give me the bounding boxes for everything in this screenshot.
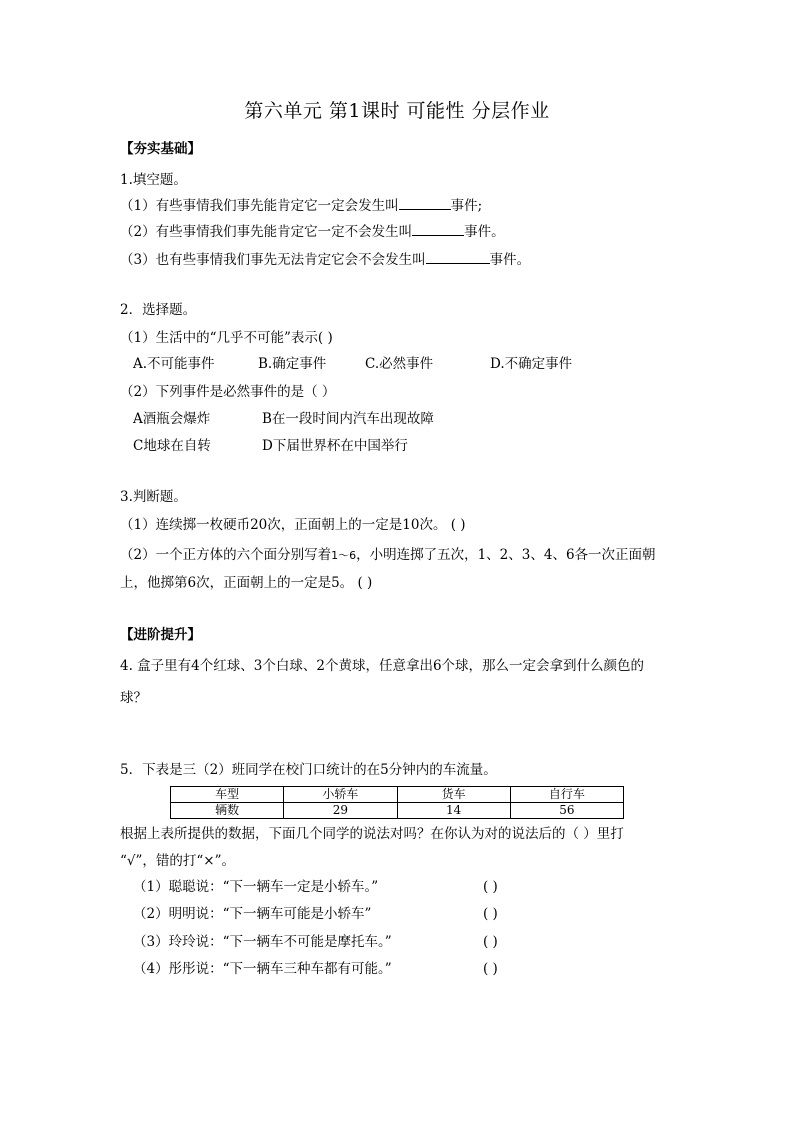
section-basic-heading: 【夯实基础】 (120, 141, 201, 157)
q5-item-4: （4）彤彤说：“下一辆车三种车都有可能。” (133, 961, 392, 977)
q1-item-1-text: （1）有些事情我们事先能肯定它一定会发生叫 (120, 198, 399, 214)
q1-item-3-text: （3）也有些事情我们事先无法肯定它会不会发生叫 (120, 252, 426, 268)
q1-item-2-text: （2）有些事情我们事先能肯定它一定不会发生叫 (120, 224, 413, 240)
q5-item-2: （2）明明说：“下一辆车可能是小轿车” (133, 906, 372, 922)
traffic-table (170, 786, 624, 819)
q5-answer-paren-2[interactable]: ( ) (483, 906, 498, 922)
table-cell: 辆数 (171, 803, 284, 819)
table-cell: 29 (284, 803, 397, 819)
q3-item-2-text: （2）一个正方体的六个面分别写着 (120, 547, 332, 563)
table-header-cell: 小轿车 (284, 787, 397, 803)
q5-heading: 5．下表是三（2）班同学在校门口统计的在5分钟内的车流量。 (120, 762, 497, 778)
q2-sub2-stem: （2）下列事件是必然事件的是（ ） (120, 384, 336, 400)
q2-sub2-option-c[interactable]: C地球在自转 (133, 438, 211, 454)
q5-answer-paren-3[interactable]: ( ) (483, 934, 498, 950)
q3-item-2-line-1 (120, 546, 656, 565)
q2-sub2-option-a[interactable]: A酒瓶会爆炸 (133, 411, 211, 427)
table-header-cell: 车型 (171, 787, 284, 803)
q1-blank-3[interactable] (426, 251, 490, 264)
q3-item-2-text-cont: ，小明连掷了五次，1、2、3、4、6各一次正面朝 (356, 547, 656, 563)
q3-heading: 3.判断题。 (120, 489, 187, 505)
q1-blank-2[interactable] (412, 223, 464, 236)
table-header-cell: 自行车 (510, 787, 623, 803)
table-cell: 56 (510, 803, 623, 819)
q3-item-2-line-2: 上，他掷第6次，正面朝上的一定是5。 ( ) (120, 575, 373, 591)
page-title: 第六单元 第1课时 可能性 分层作业 (244, 100, 550, 122)
q5-answer-paren-1[interactable]: ( ) (483, 879, 498, 895)
q1-item-1 (120, 197, 482, 215)
q1-item-2 (120, 223, 505, 241)
table-cell: 14 (397, 803, 510, 819)
q2-heading: 2．选择题。 (120, 302, 197, 318)
q2-sub1-stem: （1）生活中的“几乎不可能”表示( ) (120, 330, 333, 346)
q5-item-1: （1）聪聪说：“下一辆车一定是小轿车。” (133, 879, 379, 895)
q4-line-1: 4. 盒子里有4个红球、3个白球、2个黄球，任意拿出6个球，那么一定会拿到什么颜色的 (120, 658, 645, 674)
q1-item-3-suffix: 事件。 (489, 252, 531, 268)
q2-sub1-option-b[interactable]: B.确定事件 (258, 356, 327, 372)
table-header-row (171, 787, 624, 803)
q5-item-3: （3）玲玲说：“下一辆车不可能是摩托车。” (133, 934, 392, 950)
q2-sub2-option-b[interactable]: B在一段时间内汽车出现故障 (262, 411, 434, 427)
q1-heading: 1.填空题。 (120, 172, 187, 188)
q1-item-1-suffix: 事件; (450, 198, 483, 214)
section-advanced-heading: 【进阶提升】 (120, 627, 201, 643)
q2-sub2-option-d[interactable]: D下届世界杯在中国举行 (262, 438, 408, 454)
q2-sub1-option-d[interactable]: D.不确定事件 (490, 356, 573, 372)
q4-line-2: 球？ (120, 690, 147, 706)
q3-item-2-range: 1～6 (331, 549, 357, 562)
q5-paragraph-line-2: “√”，错的打“×”。 (120, 853, 236, 869)
q5-paragraph-line-1: 根据上表所提供的数据，下面几个同学的说法对吗？在你认为对的说法后的（ ）里打 (120, 826, 624, 842)
table-header-cell: 货车 (397, 787, 510, 803)
table-row (171, 803, 624, 819)
q2-sub1-option-a[interactable]: A.不可能事件 (133, 356, 215, 372)
q2-sub1-option-c[interactable]: C.必然事件 (365, 356, 434, 372)
q5-answer-paren-4[interactable]: ( ) (483, 961, 498, 977)
q3-item-1: （1）连续掷一枚硬币20次，正面朝上的一定是10次。 ( ) (120, 517, 466, 533)
q1-item-3 (120, 251, 530, 269)
q1-item-2-suffix: 事件。 (464, 224, 505, 240)
q1-blank-1[interactable] (399, 197, 451, 210)
